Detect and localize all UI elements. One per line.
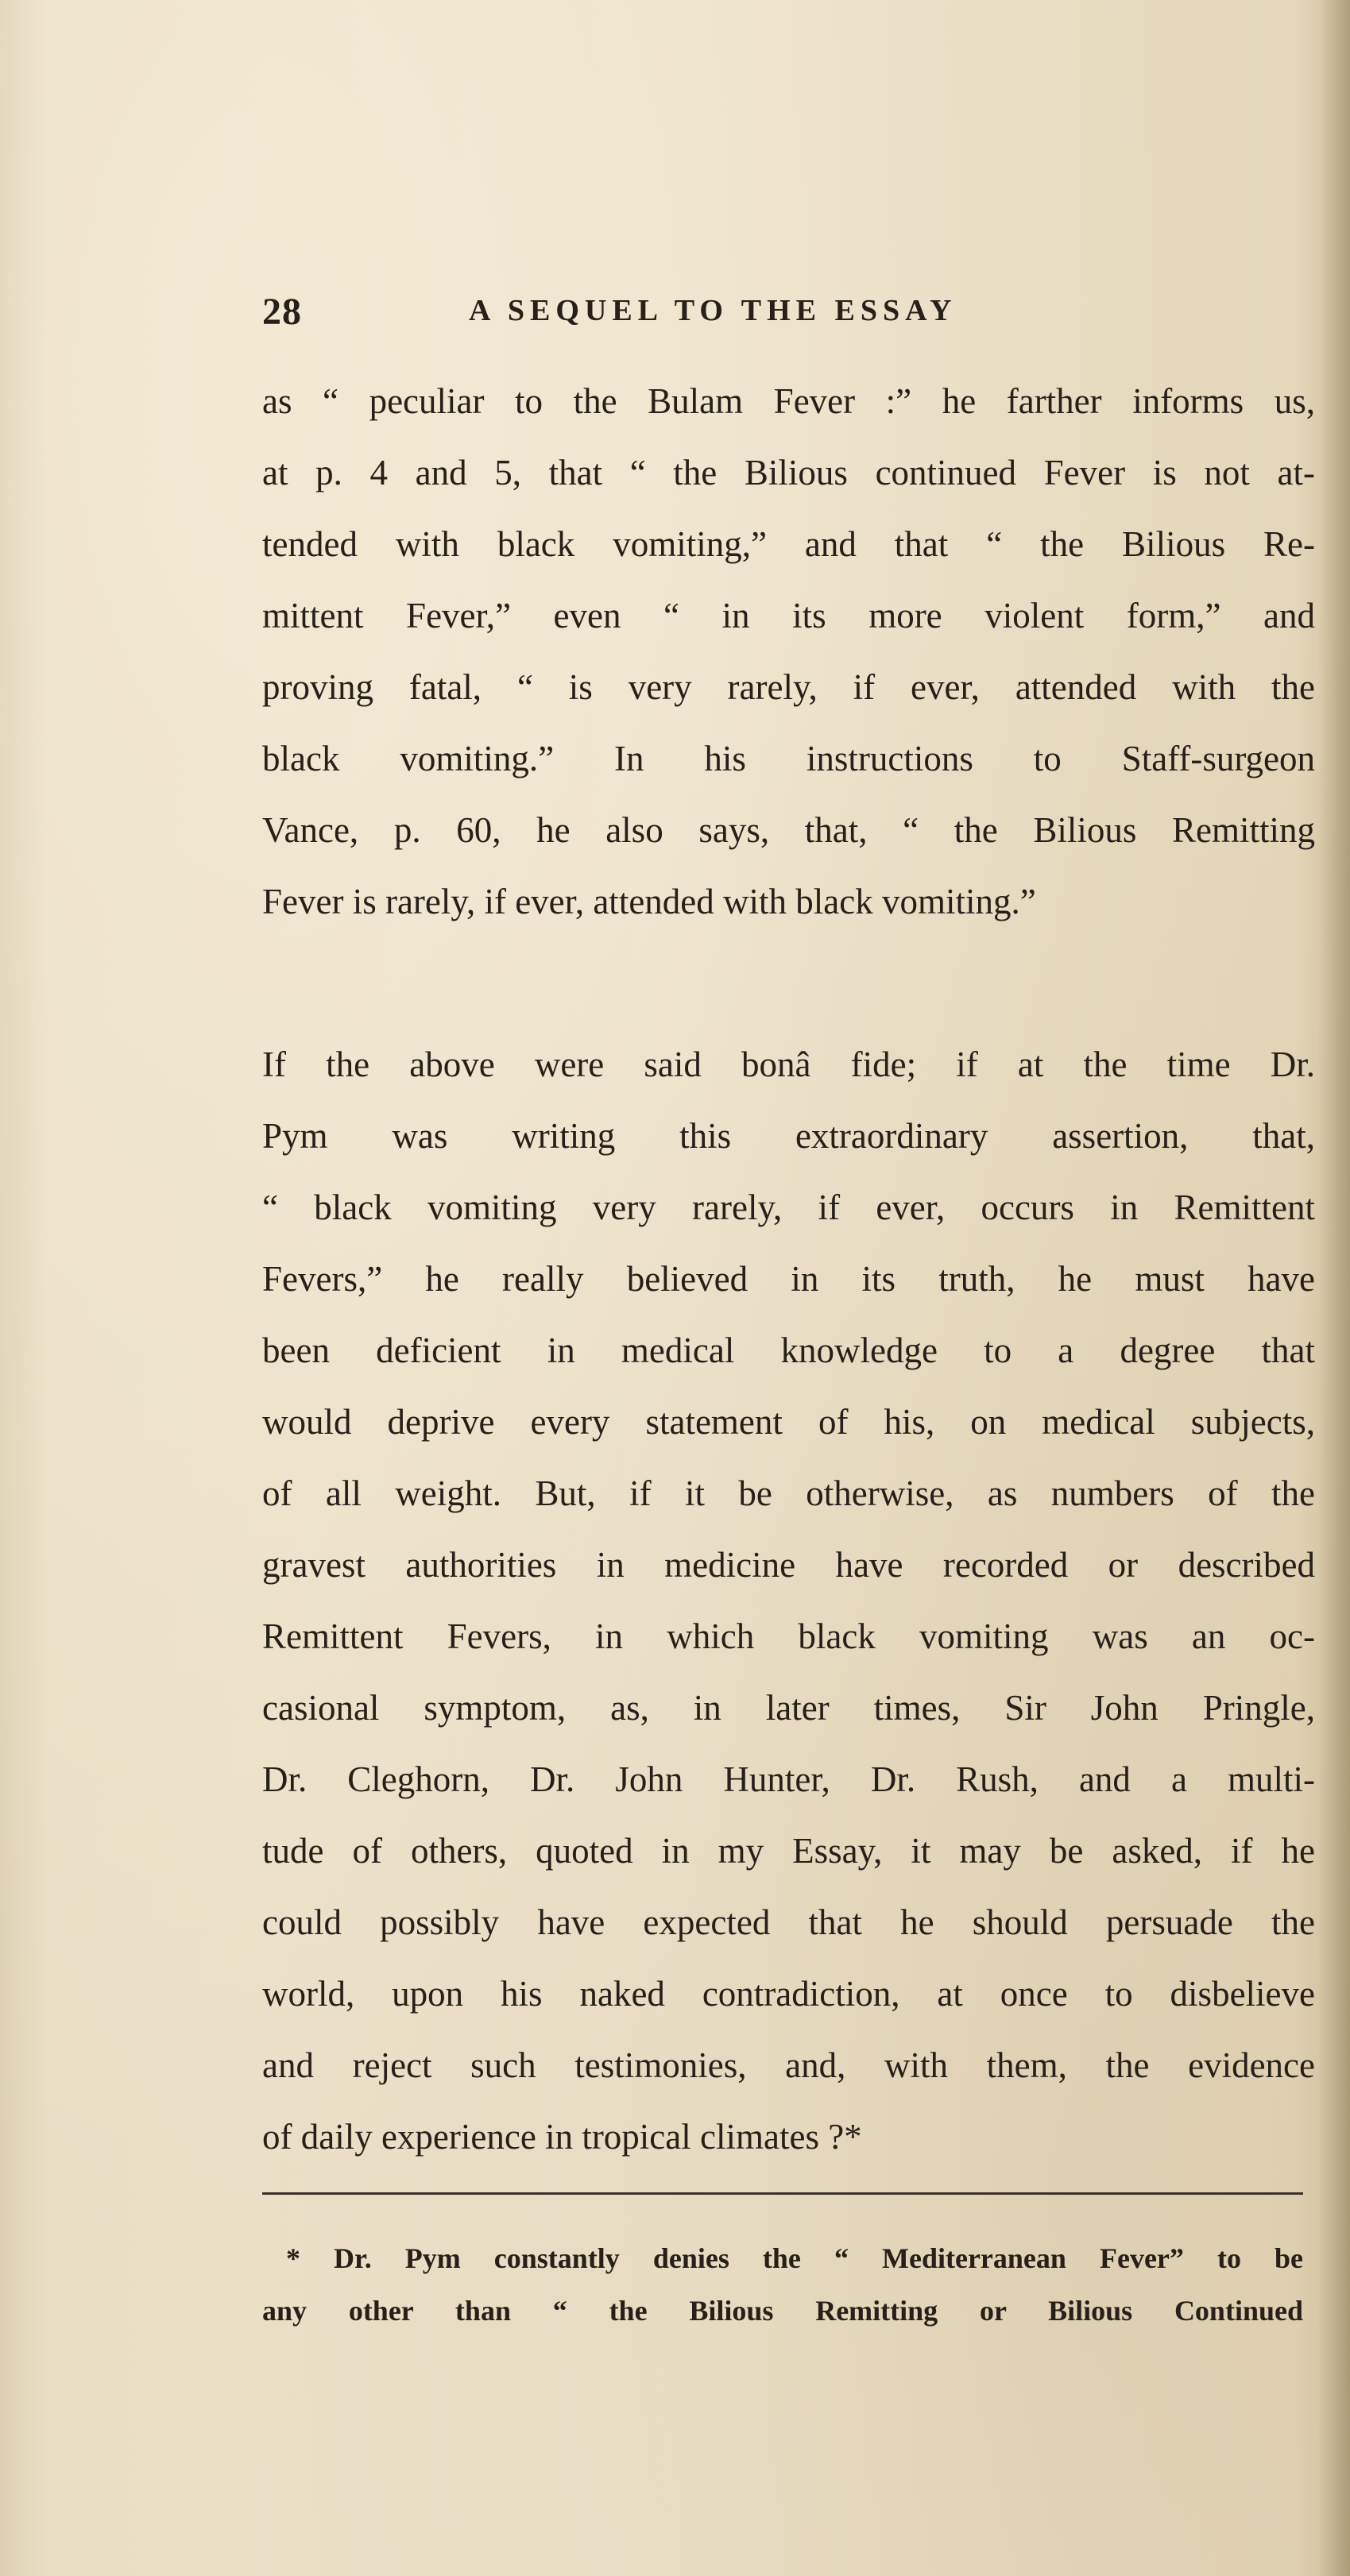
paragraph-2 <box>262 1029 1315 2172</box>
text-line: been deficient in medical knowledge to a degree that <box>262 1330 1315 1370</box>
text-line: world, upon his naked contradiction, at once to disbelieve <box>262 1974 1315 2014</box>
text-line: black vomiting.” In his instructions to Staff-surgeon <box>262 739 1315 778</box>
text-line: Remittent Fevers, in which black vomiting was an oc- <box>262 1616 1315 1656</box>
text-line: would deprive every statement of his, on medical subjects, <box>262 1402 1315 1442</box>
text-line: Fevers,” he really believed in its truth, he must have <box>262 1259 1315 1299</box>
running-head <box>262 290 1120 346</box>
text-line: Pym was writing this extraordinary assertion, that, <box>262 1116 1315 1156</box>
footnote <box>262 2232 1303 2337</box>
text-line: tude of others, quoted in my Essay, it may be asked, if he <box>262 1831 1315 1871</box>
text-line: proving fatal, “ is very rarely, if ever, attended with the <box>262 667 1315 707</box>
text-line: at p. 4 and 5, that “ the Bilious continued Fever is not at- <box>262 453 1315 492</box>
text-line: “ black vomiting very rarely, if ever, occurs in Remittent <box>262 1188 1315 1227</box>
footnote-divider <box>262 2192 1303 2195</box>
paragraph-1 <box>262 365 1315 937</box>
footnote-line: any other than “ the Bilious Remitting or Bilious Continued <box>262 2295 1303 2327</box>
text-line: Fever is rarely, if ever, attended with black vomiting.” <box>262 882 1036 921</box>
footnote-line: * Dr. Pym constantly denies the “ Mediterranean Fever” to be <box>286 2242 1303 2274</box>
text-line: Vance, p. 60, he also says, that, “ the Bilious Remitting <box>262 810 1315 850</box>
text-line: casional symptom, as, in later times, Sir John Pringle, <box>262 1688 1315 1728</box>
page-number: 28 <box>262 291 302 333</box>
text-line: as “ peculiar to the Bulam Fever :” he farther informs us, <box>262 381 1315 421</box>
running-head-title: A SEQUEL TO THE ESSAY <box>469 294 957 327</box>
page-edge-shadow <box>1318 0 1350 2576</box>
text-line: mittent Fever,” even “ in its more violent form,” and <box>262 596 1315 635</box>
text-line: and reject such testimonies, and, with them, the evidence <box>262 2045 1315 2085</box>
text-line: If the above were said bonâ fide; if at the time Dr. <box>262 1045 1315 1084</box>
text-line: of daily experience in tropical climates ?* <box>262 2117 862 2157</box>
text-line: Dr. Cleghorn, Dr. John Hunter, Dr. Rush, and a multi- <box>262 1759 1315 1799</box>
text-line: of all weight. But, if it be otherwise, as numbers of the <box>262 1473 1315 1513</box>
text-line: could possibly have expected that he should persuade the <box>262 1902 1315 1942</box>
text-line: gravest authorities in medicine have recorded or described <box>262 1545 1315 1585</box>
text-line: tended with black vomiting,” and that “ the Bilious Re- <box>262 524 1315 564</box>
